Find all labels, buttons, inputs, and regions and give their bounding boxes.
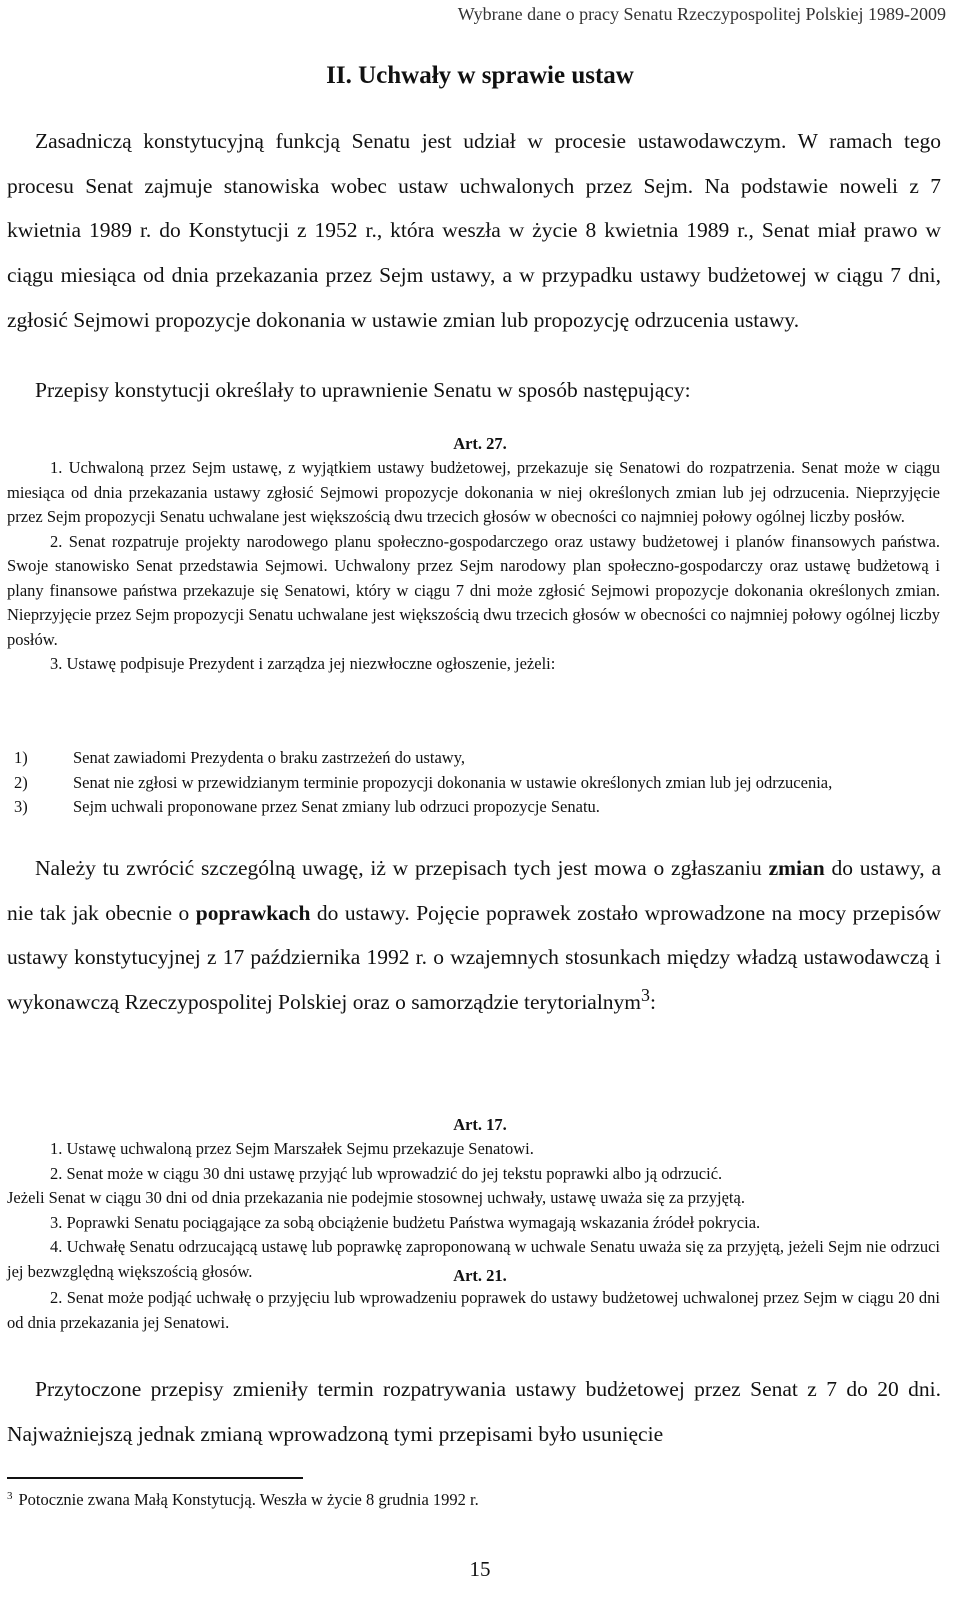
article-21-body [7, 1286, 940, 1335]
closing-paragraph: Przytoczone przepisy zmieniły termin rozpatrywania ustawy budżetowej przez Senat z 7 do 20 dni. Najważniejszą jednak zmianą wprowadzoną tymi przepisami było usunięcie [7, 1377, 941, 1446]
article-27-heading: Art. 27. [453, 434, 507, 453]
article-17-para-1: 1. Ustawę uchwaloną przez Sejm Marszałek Sejmu przekazuje Senatowi. [50, 1139, 534, 1158]
list-item: 2) Senat nie zgłosi w przewidzianym terminie propozycji dokonania w ustawie określonych zmian lub jej odrzucenia, [14, 772, 833, 792]
article-17-para-2-cont: Jeżeli Senat w ciągu 30 dni od dnia przekazania nie podejmie stosownej uchwały, ustawę uważa się za przyjętą. [7, 1188, 745, 1207]
footnote-reference[interactable]: 3 [641, 984, 650, 1005]
footnote-number: 3 [7, 1489, 13, 1502]
article-17-heading: Art. 17. [453, 1115, 507, 1134]
list-item: 3) Sejm uchwali proponowane przez Senat zmiany lub odrzuci propozycje Senatu. [14, 797, 600, 816]
list-item: 1) Senat zawiadomi Prezydenta o braku zastrzeżeń do ustawy, [14, 748, 466, 767]
article-27-body [7, 456, 940, 677]
emphasis-zmian: zmian [768, 856, 825, 880]
footnote [7, 1490, 479, 1510]
page-number: 15 [469, 1557, 491, 1581]
article-17-para-4: 4. Uchwałę Senatu odrzucającą ustawę lub poprawkę zaproponowaną w uchwale Senatu uważa się za przyjętą, jeżeli Sejm nie odrzuci jej bezwzględną większością głosów. [7, 1237, 940, 1281]
article-27-para-3: 3. Ustawę podpisuje Prezydent i zarządza jej niezwłoczne ogłoszenie, jeżeli: [50, 654, 556, 673]
article-27-conditions-list [7, 746, 940, 820]
emphasis-poprawkach: poprawkach [195, 900, 311, 925]
footnote-divider [7, 1477, 303, 1479]
article-17-para-2: 2. Senat może w ciągu 30 dni ustawę przyjąć lub wprowadzić do jej tekstu poprawki albo ją odrzucić. [50, 1163, 723, 1183]
article-27-para-1: 1. Uchwaloną przez Sejm ustawę, z wyjątkiem ustawy budżetowej, przekazuje się Senatowi do rozpatrzenia. Senat może w ciągu miesiąca od dnia przekazania ustawy zgłosić Sejmowi propozycje dokonania w niej określonych zmian lub jej odrzucenia. Nieprzyjęcie przez Sejm propozycji Senatu uchwalane jest większością dwu trzecich głosów w obecności co najmniej połowy ogólnej liczby posłów. [7, 458, 940, 526]
section-title: II. Uchwały w sprawie ustaw [326, 62, 634, 89]
article-17-body [7, 1137, 940, 1284]
article-27-para-2: 2. Senat rozpatruje projekty narodowego planu społeczno-gospodarczego oraz ustawy budżetowej i planów finansowych państwa. Swoje stanowisko Senat przedstawia Sejmowi. Uchwalony przez Sejm narodowy plan społeczno-gospodarczy oraz ustawę budżetową i plany finansowe państwa przekazuje się Senatowi, który w ciągu 7 dni może zgłosić Sejmowi propozycje dokonania określonych zmian. Nieprzyjęcie przez Sejm propozycji Senatu uchwalane jest większością dwu trzecich głosów w obecności co najmniej połowy ogólnej liczby posłów. [7, 531, 940, 649]
running-header: Wybrane dane o pracy Senatu Rzeczypospolitej Polskiej 1989-2009 [457, 4, 946, 24]
intro-lead-in: Przepisy konstytucji określały to uprawnienie Senatu w sposób następujący: [35, 378, 691, 402]
intro-paragraph: Zasadniczą konstytucyjną funkcją Senatu jest udział w procesie ustawodawczym. W ramach tego procesu Senat zajmuje stanowiska wobec ustaw uchwalonych przez Sejm. Na podstawie noweli z 7 kwietnia 1989 r. do Konstytucji z 1952 r., która weszła w życie 8 kwietnia 1989 r., Senat miał prawo w ciągu miesiąca od dnia przekazania przez Sejm ustawy, a w przypadku ustawy budżetowej w ciągu 7 dni, zgłosić Sejmowi propozycje dokonania w ustawie zmian lub propozycję odrzucenia ustawy. [7, 129, 941, 332]
footnote-text: Potocznie zwana Małą Konstytucją. Weszła w życie 8 grudnia 1992 r. [18, 1490, 479, 1509]
article-21-para-2: 2. Senat może podjąć uchwałę o przyjęciu lub wprowadzeniu poprawek do ustawy budżetowej uchwalonej przez Sejm w ciągu 20 dni od dnia przekazania jej Senatowi. [7, 1288, 940, 1332]
article-21-heading: Art. 21. [453, 1266, 507, 1285]
article-17-para-3: 3. Poprawki Senatu pociągające za sobą obciążenie budżetu Państwa wymagają wskazania źródeł pokrycia. [50, 1212, 761, 1232]
note-paragraph: Należy tu zwrócić szczególną uwagę, iż w przepisach tych jest mowa o zgłaszaniu zmian do ustawy, a nie tak jak obecnie o poprawkach do ustawy. Pojęcie poprawek zostało wprowadzone na mocy przepisów ustawy konstytucyjnej z 17 października 1992 r. o wzajemnych stosunkach między władzą ustawodawczą i wykonawczą Rzeczypospolitej Polskiej oraz o samorządzie terytorialnym$^3$: [7, 856, 942, 1015]
